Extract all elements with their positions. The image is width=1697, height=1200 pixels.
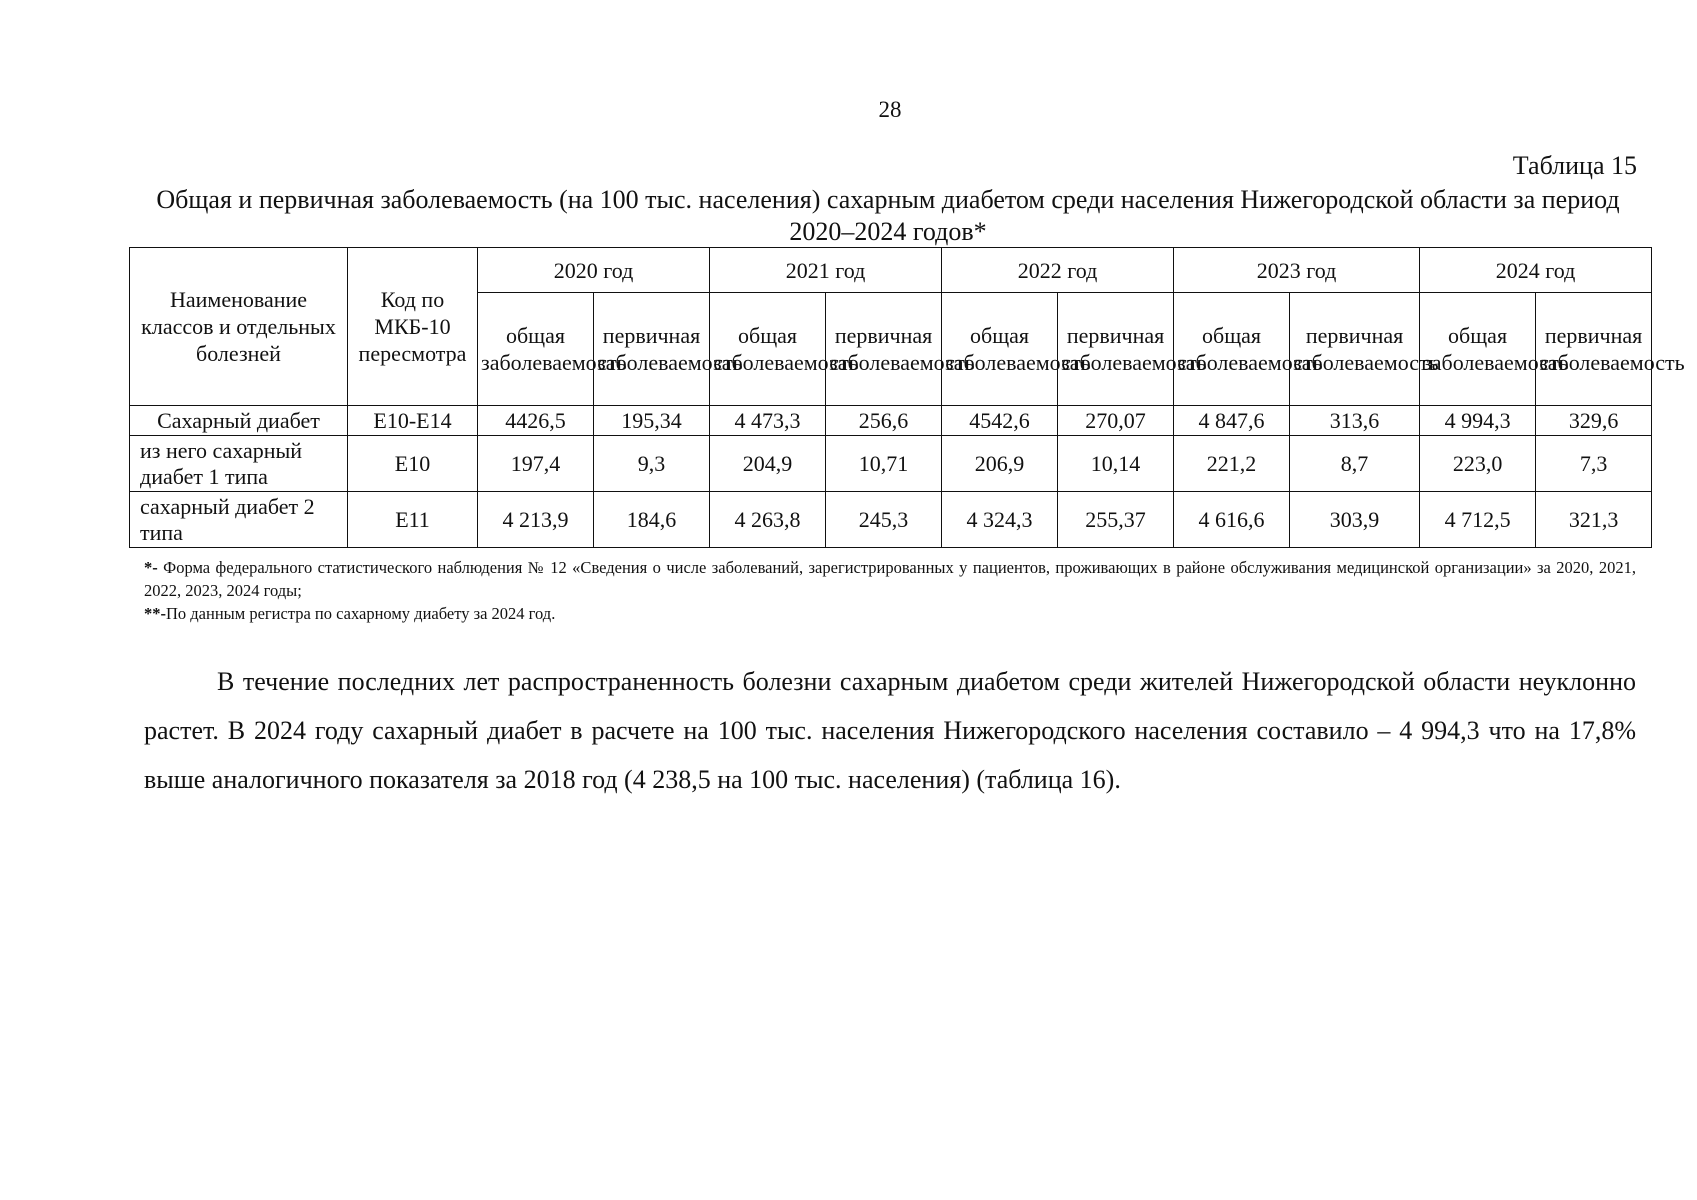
header-primary-morbidity: первичная заболеваемость xyxy=(594,293,710,406)
header-primary-morbidity: первичная заболеваемость xyxy=(1290,293,1420,406)
header-total-morbidity: общая заболеваемость xyxy=(1420,293,1536,406)
header-code-column: Код по МКБ-10 пересмотра xyxy=(348,248,478,406)
table-row xyxy=(130,492,1652,548)
footnote-2 xyxy=(144,602,1636,625)
header-total-morbidity: общая заболеваемость xyxy=(942,293,1058,406)
table-cell: 184,6 xyxy=(594,492,710,548)
table-cell: 270,07 xyxy=(1058,406,1174,436)
table-cell: 7,3 xyxy=(1536,436,1652,492)
header-total-morbidity: общая заболеваемость xyxy=(1174,293,1290,406)
table-row xyxy=(130,436,1652,492)
table-title: Общая и первичная заболеваемость (на 100 тыс. населения) сахарным диабетом среди населения Нижегородской области за период 2020–2024 годов* xyxy=(156,185,1620,246)
header-primary-morbidity: первичная заболеваемость xyxy=(1536,293,1652,406)
row-icd-code: Е10-Е14 xyxy=(348,406,478,436)
header-year: 2022 год xyxy=(942,248,1174,293)
table-cell: 206,9 xyxy=(942,436,1058,492)
header-year: 2023 год xyxy=(1174,248,1420,293)
footnote-2-text: По данным регистра по сахарному диабету за 2024 год. xyxy=(166,604,556,623)
header-year: 2020 год xyxy=(478,248,710,293)
row-disease-name: из него сахарный диабет 1 типа xyxy=(130,436,348,492)
table-cell: 256,6 xyxy=(826,406,942,436)
table-cell: 4 712,5 xyxy=(1420,492,1536,548)
row-icd-code: Е11 xyxy=(348,492,478,548)
table-cell: 313,6 xyxy=(1290,406,1420,436)
table-caption: Таблица 15 xyxy=(1512,151,1637,180)
header-primary-morbidity: первичная заболеваемость xyxy=(1058,293,1174,406)
table-cell: 245,3 xyxy=(826,492,942,548)
row-disease-name: Сахарный диабет xyxy=(130,406,348,436)
row-disease-name: сахарный диабет 2 типа xyxy=(130,492,348,548)
table-cell: 223,0 xyxy=(1420,436,1536,492)
table-footnotes xyxy=(144,556,1636,625)
table-cell: 10,71 xyxy=(826,436,942,492)
header-total-morbidity: общая заболеваемость xyxy=(478,293,594,406)
table-cell: 4 473,3 xyxy=(710,406,826,436)
table-row xyxy=(130,406,1652,436)
table-cell: 8,7 xyxy=(1290,436,1420,492)
morbidity-table xyxy=(129,247,1685,548)
table-cell: 4426,5 xyxy=(478,406,594,436)
header-year: 2021 год xyxy=(710,248,942,293)
table-header-years xyxy=(130,248,1652,293)
table-cell: 10,14 xyxy=(1058,436,1174,492)
table-cell: 4 324,3 xyxy=(942,492,1058,548)
table-cell: 321,3 xyxy=(1536,492,1652,548)
footnote-1 xyxy=(144,556,1636,602)
header-year: 2024 год xyxy=(1420,248,1652,293)
table-cell: 197,4 xyxy=(478,436,594,492)
table-cell: 9,3 xyxy=(594,436,710,492)
row-icd-code: Е10 xyxy=(348,436,478,492)
table-cell: 4 263,8 xyxy=(710,492,826,548)
table-cell: 195,34 xyxy=(594,406,710,436)
table-cell: 221,2 xyxy=(1174,436,1290,492)
table-cell: 255,37 xyxy=(1058,492,1174,548)
footnote-2-marker: **- xyxy=(144,604,166,623)
header-primary-morbidity: первичная заболеваемость xyxy=(826,293,942,406)
header-total-morbidity: общая заболеваемость xyxy=(710,293,826,406)
table-cell: 4 994,3 xyxy=(1420,406,1536,436)
table-cell: 4 847,6 xyxy=(1174,406,1290,436)
table-cell: 204,9 xyxy=(710,436,826,492)
table-cell: 4542,6 xyxy=(942,406,1058,436)
page-number: 28 xyxy=(878,97,902,122)
table-cell: 4 213,9 xyxy=(478,492,594,548)
table-cell: 329,6 xyxy=(1536,406,1652,436)
header-name-column: Наименование классов и отдельных болезней xyxy=(130,248,348,406)
table-cell: 4 616,6 xyxy=(1174,492,1290,548)
body-paragraph: В течение последних лет распространенность болезни сахарным диабетом среди жителей Нижегородской области неуклонно растет. В 2024 году сахарный диабет в расчете на 100 тыс. населения Нижегородского населения составило – 4 994,3 что на 17,8% выше аналогичного показателя за 2018 год (4 238,5 на 100 тыс. населения) (таблица 16). xyxy=(144,667,1636,794)
footnote-1-text: Форма федерального статистического наблюдения № 12 «Сведения о числе заболеваний, зарегистрированных у пациентов, проживающих в районе обслуживания медицинской организации» за 2020, 2021, 2022, 2023, 2024 годы; xyxy=(144,558,1636,600)
footnote-1-marker: *- xyxy=(144,558,158,577)
table-cell: 303,9 xyxy=(1290,492,1420,548)
